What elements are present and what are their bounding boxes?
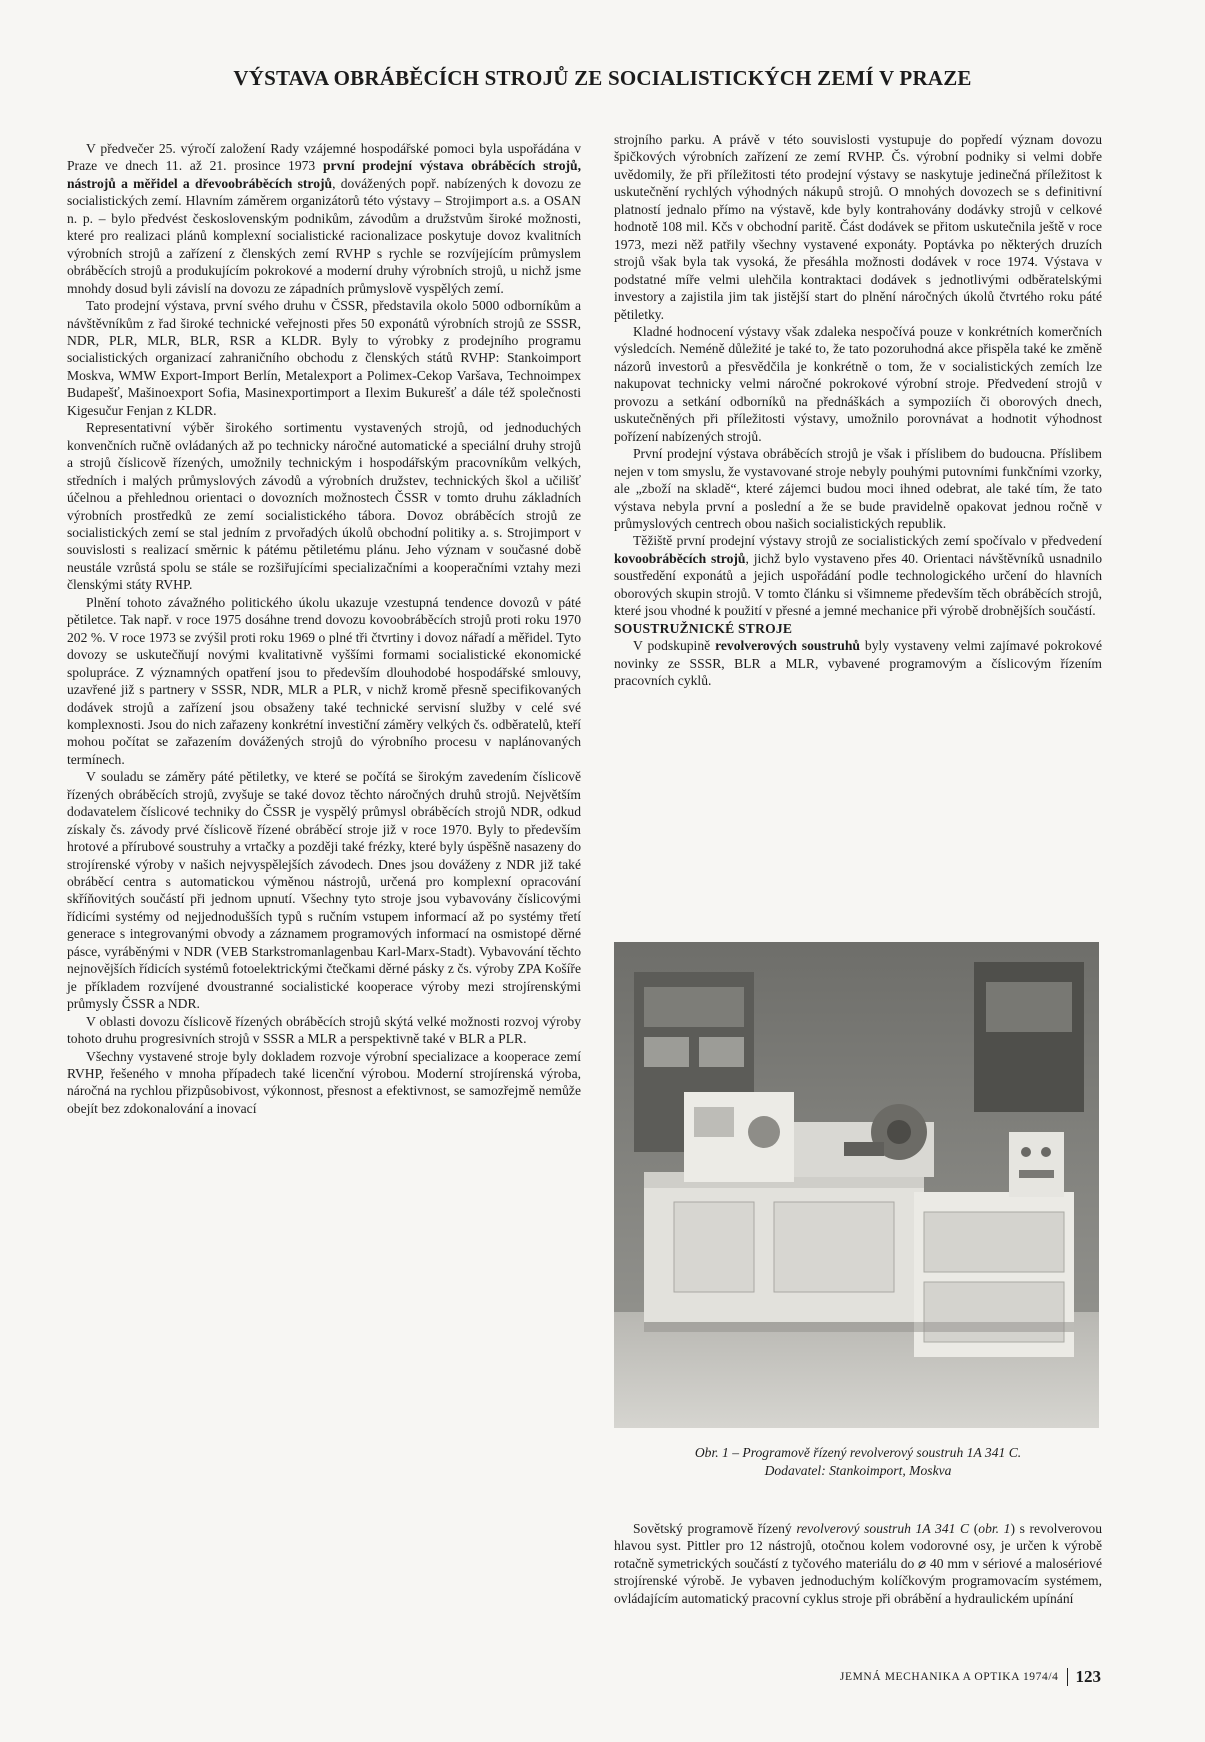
- caption-line: Dodavatel: Stankoimport, Moskva: [764, 1462, 952, 1478]
- section-heading: SOUSTRUŽNICKÉ STROJE: [614, 620, 793, 636]
- paragraph: První prodejní výstava obráběcích strojů je však i příslibem do budoucna. Příslibem nejen v tom smyslu, že vystavované stroje nebyly pouhými putovními funkčními vzorky, ale „zboží na skladě“, které zájemci budou moci ihned odebrat, ale také tím, že tato výstava nebyla první a poslední a že se bude pravidelně opakovat jednou ročně v průmyslových centrech obou našich socialistických republik.: [614, 446, 1102, 531]
- paragraph: [614, 532, 1102, 619]
- bold-text: kovoobráběcích strojů: [614, 550, 746, 566]
- paragraph: Plnění tohoto závažného politického úkolu ukazuje vzestupná tendence dovozů v páté pětiletce. Tak např. v roce 1975 dosáhne trend dovozu kovoobráběcích strojů proti roku 1970 202 %. V roce 1973 se zvýšil proti roku 1969 o plné tři čtvrtiny i dovoz nářadí a měřidel. Tyto dovozy se uskutečňují novými kvalitativně vyššími formami socialistické ekonomické spolupráce. Z významných opatření jsou to především dlouhodobé hospodářské smlouvy, uzavřené již s partnery v SSSR, NDR, MLR a PLR, v nichž kromě přesně specifikovaných dodávek strojů a zařízení jsou obsaženy také technické servisní služby v celé své komplexnosti. Jsou do nich zařazeny konkrétní investiční záměry velkých čs. odběratelů, kteří mohou počítat se zařazením dovážených strojů do výrobního procesu v naplánovaných termínech.: [67, 594, 581, 767]
- page-footer: [840, 1667, 1101, 1687]
- paragraph: Kladné hodnocení výstavy však zdaleka nespočívá pouze v konkrétních komerčních výsledcích. Neméně důležité je také to, že tato pozoruhodná akce přispěla také ke změně názorů investorů a přesvědčila je konkrétně o tom, že v socialistických zemích lze nakupovat technicky velmi náročné pokrokové výrobní stroje. Předvedení strojů v provozu a setkání odborníků na přednáškách a sympoziích či oborových dnech, uskutečněných při příležitosti výstavy, umožnilo porovnávat a hodnotit výhodnost pořízení nabízených strojů.: [614, 323, 1102, 444]
- right-column: [614, 131, 1102, 690]
- footer-divider: [1067, 1668, 1068, 1686]
- paragraph: Tato prodejní výstava, první svého druhu v ČSSR, představila okolo 5000 odborníkům a návštěvníkům z řad široké technické veřejnosti přes 50 exponátů výrobních strojů ze SSSR, NDR, PLR, MLR, BLR, RSR a KLDR. Byly to výrobky z prodejního programu socialistických organizací zahraničního obchodu z členských států RVHP: Stankoimport Moskva, WMW Export-Import Berlín, Metalexport a Polimex-Cekop Varšava, Technoimpex Budapešť, Mašinoexport Sofia, Masinexportimport a Ilexim Bukurešť a dále též společnosti Kigesučur Fenjan z KLDR.: [67, 298, 581, 418]
- text-run: (: [969, 1521, 979, 1536]
- paragraph: strojního parku. A právě v této souvislosti vystupuje do popředí význam dovozu špičkových výrobních zařízení ze zemí RVHP. Čs. výrobní podniky si velmi dobře uvědomily, že při příležitosti této prodejní výstavy se naskytuje jedinečná příležitost k uskutečnění rychlých výhodných nákupů strojů. O mnohých dovozech se s definitivní platností jednalo přímo na výstavě, kde byly kontrahovány dodávky strojů v celkové hodnotě 108 mil. Kčs v obchodní paritě. Část dodávek se přitom uskutečnila ještě v roce 1973, mezi něž patřily všechny vystavené exponáty. Poptávka po některých druzích strojů však byla tak vysoká, že přesáhla možnosti dodávek v roce 1974. Výstava v podstatné míře velmi ulehčila kontraktaci dodávek s jednotlivými odběratelskými investory a zajistila jim tak jistější start do plnění náročných úkolů čtvrtého roku páté pětiletky.: [614, 132, 1102, 322]
- caption-line: Obr. 1 – Programově řízený revolverový soustruh 1A 341 C.: [694, 1445, 1022, 1460]
- text-run: Sovětský programově řízený: [633, 1521, 797, 1536]
- lower-right-text: [614, 1520, 1102, 1607]
- figure-caption: [614, 1444, 1102, 1479]
- machine-photo: [614, 942, 1099, 1428]
- left-column: [67, 140, 581, 1117]
- paragraph: [614, 1520, 1102, 1607]
- text-run: byly vystaveny velmi zajímavé pokrokové novinky ze SSSR, BLR a MLR, vybavené programovým a číslicovým řízením pracovních cyklů.: [614, 638, 1103, 689]
- text-run: , dovážených popř. nabízených k dovozu ze socialistických zemí. Hlavním záměrem organizátorů této výstavy – Strojimport a.s. a OSAN n. p. – bylo předvést československým podnikům, závodům a družstvům široké možnosti, které pro realizaci plánů komplexní socialistické racionalizace poskytuje dovoz kvalitních výrobních strojů a zařízení z členských zemí RVHP s rychle se rozvíjejícím průmyslem obráběcích strojů a produkujícím pokrokové a moderní druhy výrobních strojů, u nichž jsme mnohdy dosud byli závislí na dovozu ze západních průmyslově vyspělých zemí.: [67, 175, 581, 296]
- italic-text: revolverový soustruh 1A 341 C: [796, 1521, 970, 1536]
- text-run: ) s revolverovou hlavou syst. Pittler pro 12 nástrojů, otočnou kolem vodorovné osy, je určen k výrobě rotačně symetrických součástí z tyčového materiálu do ⌀ 40 mm v sériové a malosériové strojírenské výrobě. Je vybaven jednoduchým kolíčkovým programovacím systémem, ovládajícím automatický pracovní cyklus stroje při obrábění a hydraulickém upínání: [614, 1521, 1102, 1606]
- paragraph: [67, 140, 581, 297]
- bold-text: první prodejní výstava obráběcích strojů, nástrojů a měřidel a dřevoobráběcích strojů: [67, 158, 581, 191]
- article-title: VÝSTAVA OBRÁBĚCÍCH STROJŮ ZE SOCIALISTICKÝCH ZEMÍ V PRAZE: [233, 66, 972, 90]
- paragraph: Representativní výběr širokého sortimentu vystavených strojů, od jednoduchých konvenčních ručně ovládaných až po technicky náročné automatické a speciální druhy strojů a strojů číslicově řízených, umožnily technickým i hospodářským pracovníkům velkých, středních i malých průmyslových závodů a výrobních družstev, technických škol a učilišť účelnou a přehlednou orientaci o dovozních možnostech ČSSR v tomto druhu základních výrobních prostředků ze zemí socialistického tábora. Dovoz obráběcích strojů ze socialistických zemí se stal jedním z prvořadých úkolů obchodní politiky a. s. Strojimport v souvislosti s realizací směrnic k pátému pětiletému plánu. Jeho význam v současné době neustále vzrůstá spolu se stále se rozšiřujícími specializačními a kooperačními vztahy mezi členskými státy RVHP.: [67, 420, 581, 593]
- lathe-illustration: [614, 942, 1099, 1428]
- paragraph: Všechny vystavené stroje byly dokladem rozvoje výrobní specializace a kooperace zemí RVHP, řešeného v mnoha případech také licenční výrobou. Moderní strojírenská výroba, náročná na rychlou přizpůsobivost, výkonnost, přesnost a efektivnost, se samozřejmě nemůže obejít bez zdokonalování a inovací: [67, 1048, 581, 1116]
- page-number: 123: [1075, 1667, 1101, 1686]
- text-run: V podskupině: [633, 638, 716, 654]
- bold-text: revolverových soustruhů: [715, 638, 860, 654]
- text-run: , jichž bylo vystaveno přes 40. Orientaci návštěvníků usnadnilo soustředění exponátů a jejich uspořádání podle technologického určení do hlavních oborových skupin strojů. V tomto článku si všimneme především těch obráběcích strojů, které jsou vhodné k použití v přesné a jemné mechanice při výrobě drobnějších součástí.: [614, 550, 1102, 619]
- text-run: Těžiště první prodejní výstavy strojů ze socialistických zemí spočívalo v předvedení: [633, 533, 1102, 549]
- text-run: V předvečer 25. výročí založení Rady vzájemné hospodářské pomoci byla uspořádána v Praze ve dnech 11. až 21. prosince 1973: [67, 141, 581, 174]
- journal-name: JEMNÁ MECHANIKA A OPTIKA 1974/4: [839, 1671, 1059, 1683]
- paragraph: V oblasti dovozu číslicově řízených obráběcích strojů skýtá velké možnosti rozvoj výroby tohoto druhu progresivních strojů v SSSR a MLR a perspektivně také v BLR a PLR.: [67, 1013, 581, 1047]
- italic-text: obr. 1: [978, 1521, 1011, 1536]
- paragraph: [614, 637, 1102, 689]
- paragraph: V souladu se záměry páté pětiletky, ve které se počítá se širokým zavedením číslicově řízených obráběcích strojů, zvyšuje se také dovoz těchto náročných druhů strojů. Největším dodavatelem číslicové techniky do ČSSR je vyspělý průmysl obráběcích strojů NDR, odkud získaly čs. závody prvé číslicově řízené obráběcí stroje již v roce 1970. Byly to především hrotové a přírubové soustruhy a vrtačky a později také frézky, které byly úspěšně nasazeny do strojírenské výroby v našich nejvyspělejších závodech. Dnes jsou dováženy z NDR již také obráběcí centra s automatickou výměnou nástrojů, určená pro komplexní opracování skříňovitých součástí při jednom upnutí. Všechny tyto stroje jsou vybavovány číslicovými řídicími systémy od nejjednodušších typů s ručním vstupem informací až po systémy třetí generace s integrovanými obvody a záznamem programových informací na osmistopé děrné pásce, vyráběnými v NDR (VEB Starkstromanlagenbau Karl-Marx-Stadt). Vybavování těchto nejnovějších řídicích systémů fotoelektrickými čtečkami děrné pásky z čs. výroby ZPA Košíře je příkladem rozvíjené dvoustranné socialistické kooperace výroby mezi strojírenskými průmysly ČSSR a NDR.: [67, 769, 581, 1012]
